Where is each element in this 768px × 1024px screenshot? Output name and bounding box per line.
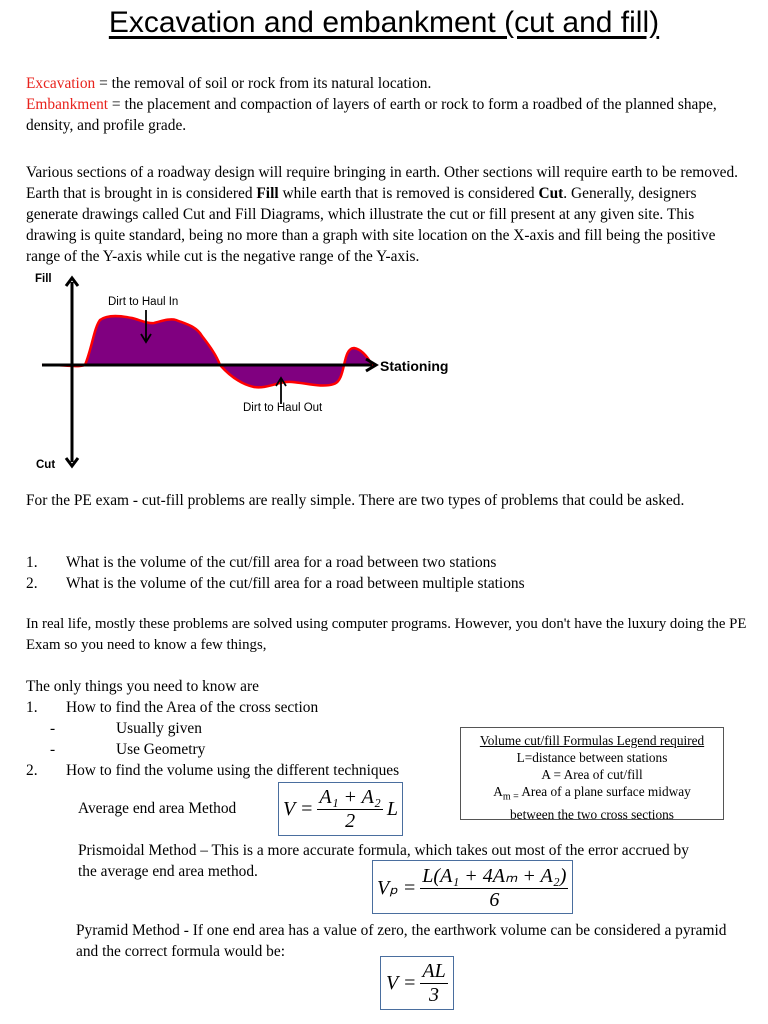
legend-symbol: A	[493, 784, 503, 799]
question-number: 2.	[26, 575, 38, 592]
cut-word: Cut	[538, 185, 564, 202]
fill-axis-label: Fill	[35, 273, 52, 285]
definition-excavation-text: = the removal of soil or rock from its natural location.	[95, 75, 432, 92]
sub-dash: -	[50, 720, 56, 737]
formula-fraction	[420, 863, 568, 912]
item-text: How to find the volume using the different techniques	[66, 762, 400, 779]
need-to-know-item	[26, 760, 466, 781]
average-end-area-label: Average end area Method	[78, 800, 237, 817]
question-list	[26, 552, 746, 594]
need-to-know-subitem	[26, 739, 466, 760]
question-number: 1.	[26, 554, 38, 571]
cut-axis-label: Cut	[36, 459, 56, 471]
question-text: What is the volume of the cut/fill area for a road between multiple stations	[66, 575, 525, 592]
legend-line: between the two cross sections	[510, 806, 674, 822]
formula-lhs: V =	[283, 797, 314, 820]
formula-lhs: Vₚ =	[377, 876, 417, 899]
fill-area-small	[344, 348, 372, 365]
formula-numerator: L(A₁ + 4Aₘ + A₂)	[422, 864, 567, 887]
term-excavation: Excavation	[26, 75, 96, 92]
formula-fraction	[317, 786, 382, 833]
question-item	[26, 573, 746, 594]
item-number: 1.	[26, 699, 38, 716]
formula-lhs: V =	[386, 971, 417, 994]
definitions	[26, 73, 748, 136]
intro-paragraph	[26, 162, 748, 267]
legend-line: A = Area of cut/fill	[541, 767, 643, 782]
question-item	[26, 552, 746, 573]
term-embankment: Embankment	[26, 96, 109, 113]
real-life-paragraph: In real life, mostly these problems are solved using computer programs. However, you don't have the luxury doing the PE Exam so you need to know a few things,	[26, 616, 747, 653]
pyramid-method-paragraph: Pyramid Method - If one end area has a value of zero, the earthwork volume can be considered a pyramid and the correct formula would be:	[76, 922, 727, 960]
subitem-text: Use Geometry	[116, 741, 206, 758]
formula-fraction	[420, 960, 447, 1007]
stationing-label: Stationing	[380, 358, 449, 374]
pe-exam-paragraph: For the PE exam - cut-fill problems are really simple. There are two types of problems that could be asked.	[26, 492, 685, 509]
haul-out-label: Dirt to Haul Out	[243, 402, 323, 414]
fill-area	[42, 316, 220, 366]
haul-in-label: Dirt to Haul In	[108, 296, 179, 308]
intro-part2: while earth that is removed is considered	[278, 185, 539, 202]
formula-denominator: 6	[489, 888, 500, 911]
formula-denominator: 3	[429, 983, 440, 1006]
definition-excavation	[26, 73, 748, 94]
need-to-know-list	[26, 676, 466, 781]
sub-dash: -	[50, 741, 56, 758]
formula-numerator: AL	[422, 959, 446, 982]
cut-area	[220, 365, 344, 387]
legend-subscript: m =	[502, 791, 519, 803]
formula-legend-box	[460, 727, 724, 820]
subitem-text: Usually given	[116, 720, 202, 737]
formula-numerator: A₁ + A₂	[319, 785, 381, 808]
average-end-area-formula	[278, 782, 403, 836]
definition-embankment	[26, 94, 748, 136]
formula-tail: L	[386, 797, 398, 820]
legend-line-midway	[461, 783, 723, 806]
legend-line: Area of a plane surface midway	[518, 784, 691, 799]
fill-word: Fill	[256, 185, 279, 202]
definition-embankment-text: = the placement and compaction of layers of earth or rock to form a roadbed of the planned shape, density, and profile grade.	[26, 96, 717, 134]
pyramid-formula	[380, 956, 454, 1010]
intro-part1: Various sections of a roadway design will require bringing in earth. Other sections will require earth to be removed. Earth that is brought in is considered	[26, 164, 739, 202]
formula-denominator: 2	[345, 809, 356, 832]
item-text: How to find the Area of the cross section	[66, 699, 319, 716]
question-text: What is the volume of the cut/fill area for a road between two stations	[66, 554, 497, 571]
need-to-know-subitem	[26, 718, 466, 739]
prismoidal-text: Prismoidal Method – This is a more accurate formula, which takes out most of the error accrued by the average end area method.	[78, 842, 689, 880]
need-to-know-item	[26, 697, 466, 718]
legend-line: L=distance between stations	[516, 750, 668, 765]
intro-part3: . Generally, designers generate drawings called Cut and Fill Diagrams, which illustrate the cut or fill present at any given site. This drawing is quite standard, being no more than a graph with site location on the X-axis and fill being the positive range of the Y-axis while cut is the negative range of the Y-axis.	[26, 185, 716, 265]
legend-title: Volume cut/fill Formulas Legend required	[479, 733, 705, 748]
item-number: 2.	[26, 762, 38, 779]
page-title: Excavation and embankment (cut and fill)	[108, 6, 660, 39]
prismoidal-formula	[372, 860, 573, 914]
need-to-know-intro: The only things you need to know are	[26, 678, 259, 695]
